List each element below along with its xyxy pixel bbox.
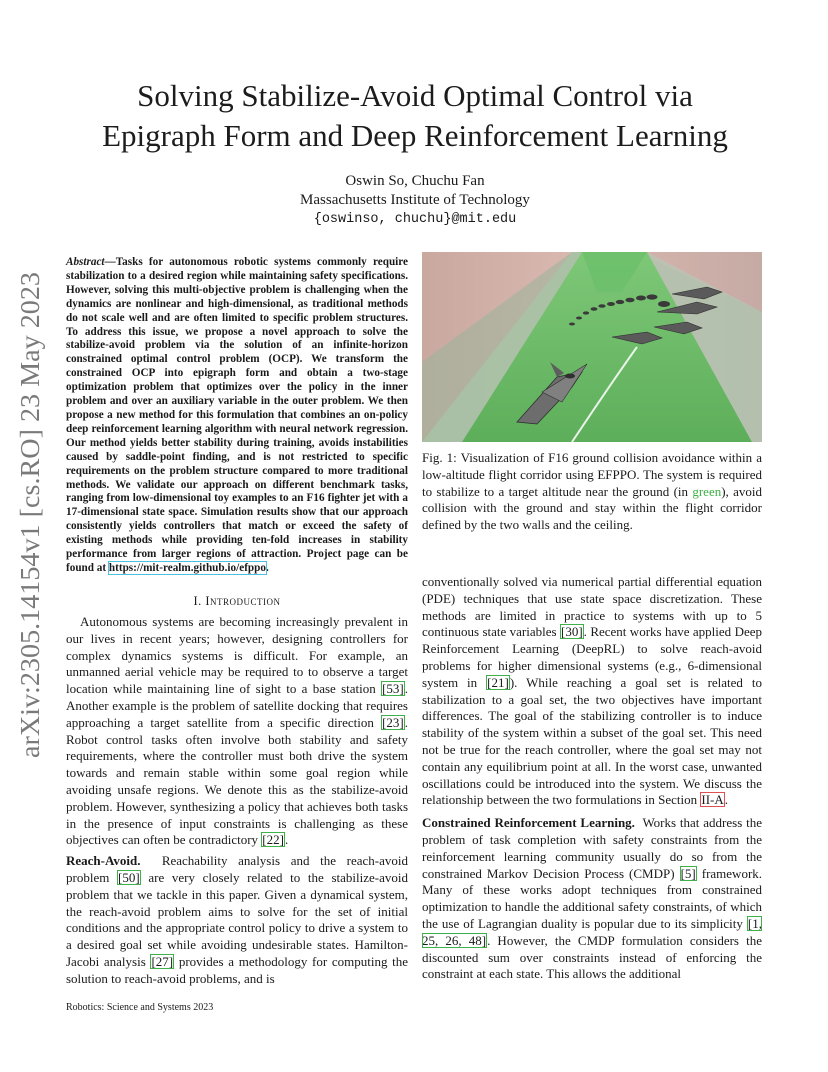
figure-caption <box>422 450 762 534</box>
abstract-label: Abstract <box>66 256 105 268</box>
conference-footer: Robotics: Science and Systems 2023 <box>66 1002 214 1013</box>
section-link[interactable]: II-A <box>701 792 724 808</box>
reach-avoid-paragraph <box>66 853 408 987</box>
paragraph-heading: Constrained Reinforcement Learning. <box>422 815 635 831</box>
project-link[interactable]: https://mit-realm.github.io/efppo <box>108 561 266 574</box>
title-line-2: Epigraph Form and Deep Reinforcement Learning <box>102 118 728 153</box>
right-column-body <box>422 574 762 983</box>
section-heading-introduction <box>66 594 408 609</box>
arxiv-id: arXiv:2305.14154v1 [cs.RO] 23 May 2023 <box>15 291 45 758</box>
author-names: Oswin So, Chuchu Fan <box>345 173 485 189</box>
caption-text: ), avoid collision with the ground and stay within the flight corridor defined by the two walls and the ceiling. <box>422 483 762 533</box>
figure-image <box>422 252 762 442</box>
left-column-body <box>66 614 408 988</box>
citation-link[interactable]: [53] <box>382 681 404 697</box>
section-numeral: I. <box>193 594 202 608</box>
text: provides a methodology for computing the solution to reach-avoid problems, and is <box>66 953 409 986</box>
paragraph-heading: Reach-Avoid. <box>66 853 141 869</box>
author-block <box>60 172 770 229</box>
text: ). While reaching a goal set is related to stabilization to a goal set, the two objectives have important differences. The goal of the stabilizing controller is to induce stability of the system within a subset of the goal set. This need not be true for the reach controller, where the goal set may not contain any equilibrium point at all. In the worst case, unwanted oscillations could be introduced into the system. We discuss the relationship between the two formulations in Section <box>422 674 762 808</box>
section-title: Introduction <box>205 594 281 608</box>
crl-paragraph <box>422 815 762 983</box>
text: Works that address the problem of task completion with safety constraints from the reinforcement learning community usually do so from the constrained Markov Decision Process (CMDP) <box>422 815 763 881</box>
abstract-text: Tasks for autonomous robotic systems commonly require stabilization to a desired region while maintaining safety specifications. However, solving this multi-objective problem is challenging when the dynamics are nonlinear and high-dimensional, as traditional methods do not scale well and are often limited to specific problem structures. To address this issue, we propose a novel approach to solve the stabilize-avoid problem via the solution of an infinite-horizon constrained optimal control problem (OCP). We transform the constrained OCP into epigraph form and obtain a two-stage optimization problem that optimizes over the policy in the inner problem and over an auxiliary variable in the outer problem. We then propose a new method for this formulation that combines an on-policy deep reinforcement learning algorithm with neural network regression. Our method yields better stability during training, avoids instabilities caused by saddle-point finding, and is not restricted to specific requirements on the problem structure compared to more traditional methods. We validate our approach on different benchmark tasks, ranging from low-dimensional toy examples to an F16 fighter jet with a 17-dimensional state space. Simulation results show that our approach consistently yields controllers that match or exceed the safety of existing methods while providing ten-fold increases in stability performance from larger regions of attraction. Project page can be found at <box>66 256 408 574</box>
citation-link[interactable]: [27] <box>151 953 174 969</box>
citation-link[interactable]: [30] <box>561 624 583 640</box>
text: . Robot control tasks often involve both stability and safety requirements, where the controller must both drive the system towards and remain stable within some goal region while avoiding unsafe regions. We denote this as the stabilize-avoid problem. However, synthesizing a policy that achieves both tasks in the presence of input constraints is challenging as these objectives can often be contradictory <box>66 714 408 848</box>
citation-link[interactable]: [21] <box>487 674 509 690</box>
arxiv-stamp <box>6 270 50 760</box>
pde-paragraph <box>422 574 762 809</box>
text: Autonomous systems are becoming increasingly prevalent in our lives in recent years; however, designing controllers for complex dynamics systems is difficult. For example, an unmanned aerial vehicle may be required to to observe a target location while maintaining line of sight to a base station <box>66 614 408 697</box>
text: . <box>724 792 728 808</box>
text: . Another example is the problem of satellite docking that requires approaching a target satellite from a specific direction <box>66 681 408 730</box>
author-email: {oswinso, chuchu}@mit.edu <box>313 212 517 227</box>
paper-title <box>60 76 770 156</box>
arxiv-stamp-svg <box>6 270 50 760</box>
citation-link[interactable]: [5] <box>680 865 696 881</box>
citation-link[interactable]: [1, 25, 26, 48] <box>422 915 763 948</box>
text: framework. Many of these works adopt techniques from constrained optimization to handle the additional safety constraints, of which the use of Lagrangian duality is popular due to its simplicity <box>422 865 763 931</box>
text: are very closely related to the stabilize-avoid problem that we tackle in this paper. Given a dynamical system, the reach-avoid problem aims to solve for the set of initial conditions and the appropriate control policy to drive a system to a desired goal set while avoiding undesirable states. Hamilton-Jacobi analysis <box>66 869 409 969</box>
citation-link[interactable]: [22] <box>262 832 284 848</box>
citation-link[interactable]: [23] <box>382 714 404 730</box>
title-line-1: Solving Stabilize-Avoid Optimal Control via <box>137 78 693 113</box>
author-affiliation: Massachusetts Institute of Technology <box>300 192 530 208</box>
text: . <box>284 832 289 848</box>
figure-f16-visualization <box>422 252 762 442</box>
intro-paragraph <box>66 614 408 849</box>
text: . However, the CMDP formulation considers the discounted sum over constraints instead of enforcing the constraint at each state. This allows the additional <box>422 932 762 982</box>
text: . Recent works have applied Deep Reinforcement Learning (DeepRL) to solve reach-avoid problems for higher dimensional systems (e.g., 6-dimensional system in <box>422 624 762 690</box>
text: Reachability analysis and the reach-avoid problem <box>66 853 408 885</box>
text: conventionally solved via numerical partial differential equation (PDE) techniques that use state space discretization. These methods are limited in practice to systems with up to 5 continuous state variables <box>422 574 762 640</box>
caption-green-word: green <box>692 483 722 499</box>
caption-text: Fig. 1: Visualization of F16 ground collision avoidance within a low-altitude flight corridor using EFPPO. The system is required to stabilize to a target altitude near the ground (in <box>422 450 762 499</box>
citation-link[interactable]: [50] <box>118 869 140 885</box>
abstract: Abstract—Tasks for autonomous robotic systems commonly require stabilization to a desired region while maintaining safety specifications. However, solving this multi-objective problem is challenging when the dynamics are nonlinear and high-dimensional, as traditional methods do not scale well and are often limited to specific problem structures. To address this issue, we propose a novel approach to solve the stabilize-avoid problem via the solution of an infinite-horizon constrained optimal control problem (OCP). We transform the constrained OCP into epigraph form and obtain a two-stage optimization problem that optimizes over the policy in the inner problem and over an auxiliary variable in the outer problem. We then propose a new method for this formulation that combines an on-policy deep reinforcement learning algorithm with neural network regression. Our method yields better stability during training, avoids instabilities caused by saddle-point finding, and is not restricted to specific requirements on the problem structure compared to more traditional methods. We validate our approach on different benchmark tasks, ranging from low-dimensional toy examples to an F16 fighter jet with a 17-dimensional state space. Simulation results show that our approach consistently yields controllers that match or exceed the safety of existing methods while providing ten-fold increases in stability performance from larger regions of attraction. Project page can be found at https://mit-realm.github.io/efppo. <box>66 256 408 574</box>
